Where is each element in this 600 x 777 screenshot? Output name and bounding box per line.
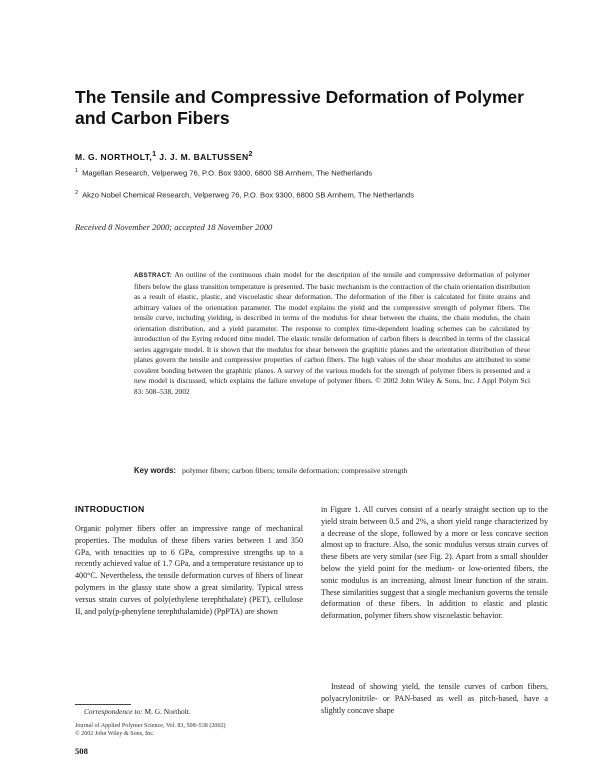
correspondence-footnote bbox=[84, 707, 191, 716]
received-dates: Received 8 November 2000; accepted 18 November 2000 bbox=[75, 222, 273, 232]
author-northolt: M. G. NORTHOLT, bbox=[75, 151, 153, 162]
author-line bbox=[75, 150, 535, 162]
keywords bbox=[134, 466, 534, 475]
abstract-label: ABSTRACT: bbox=[134, 272, 173, 279]
affiliation-2 bbox=[75, 190, 545, 200]
affiliation-2-mark: 2 bbox=[75, 190, 79, 196]
correspondence-label: Correspondence to: bbox=[84, 707, 143, 716]
abstract-text: An outline of the continuous chain model for the description of the tensile and compressive deformation of polymer fibers below the glass transition temperature is presented. The basic mechanism is the contraction of the chain orientation distribution as a result of elastic, plastic, and viscoelastic shear deformation. The deformation of the fiber is calculated for finite strains and arbitrary values of the orientation parameter. The model explains the yield and the compressive strength of polymer fibers. The tensile curve, including yielding, is described in terms of the modulus for shear between the chains, the chain modulus, the chain orientation distribution, and a yield parameter. The response to complex time-dependent loading schemes can be calculated by introduction of the Eyring reduced time model. The elastic tensile deformation of carbon fibers is described in terms of the classical series aggregate model. It is shown that the modulus for shear between the graphitic planes and the orientation distribution of these planes govern the tensile and compressive properties of carbon fibers. The high values of the shear modulus are attributed to some covalent bonding between the graphitic planes. A survey of the various models for the strength of polymer fibers is presented and a new model is discussed, which explains the failure envelope of polymer fibers. bbox=[134, 270, 530, 386]
journal-copyright: © 2002 John Wiley & Sons, Inc. bbox=[75, 731, 155, 737]
affiliation-1-text: Magellan Research, Velperweg 76, P.O. Box 9300, 6800 SB Arnhem, The Netherlands bbox=[82, 168, 373, 178]
affiliation-2-text: Akzo Nobel Chemical Research, Velperweg 76, P.O. Box 9300, 6800 SB Arnhem, The Netherlands bbox=[82, 190, 414, 200]
correspondence-name: M. G. Northolt. bbox=[144, 707, 191, 716]
abstract bbox=[134, 270, 530, 398]
journal-info bbox=[75, 722, 315, 738]
affiliation-1-mark: 1 bbox=[75, 168, 79, 174]
page-number: 508 bbox=[75, 746, 88, 756]
section-heading-introduction: INTRODUCTION bbox=[75, 504, 145, 514]
introduction-left-paragraph: Organic polymer fibers offer an impressive range of mechanical properties. The modulus of these fibers varies between 1 and 350 GPa, with tenacities up to 6 GPa, compressive strengths up to a recently achieved value of 1.7 GPa, and a temperature resistance up to 400°C. Nevertheless, the tensile deformation curves of fibers of linear polymers in the glassy state show a great similarity. Typical stress versus strain curves of poly(ethylene terephthalate) (PET), cellulose II, and poly(p-phenylene terephthalamide) (PpPTA) are shown bbox=[75, 524, 303, 616]
keywords-label: Key words: bbox=[134, 466, 177, 475]
introduction-right-paragraph-2: Instead of showing yield, the tensile curves of carbon fibers, polyacrylonitrile- or PAN-based as well as pitch-based, have a slightly concave shape bbox=[321, 682, 548, 715]
footnote-divider bbox=[75, 704, 131, 705]
author-baltussen: J. J. M. BALTUSSEN bbox=[159, 151, 249, 162]
author-baltussen-affil-mark: 2 bbox=[248, 150, 253, 158]
abstract-citation: © 2002 John Wiley & Sons, Inc. J Appl Polym Sci 83: 508–538, 2002 bbox=[134, 376, 530, 397]
article-title: The Tensile and Compressive Deformation of Polymer and Carbon Fibers bbox=[75, 87, 524, 128]
author-northolt-affil-mark: 1 bbox=[152, 150, 157, 158]
journal-citation: Journal of Applied Polymer Science, Vol. 83, 508–538 (2002) bbox=[75, 723, 226, 729]
keywords-text: polymer fibers; carbon fibers; tensile deformation; compressive strength bbox=[182, 466, 408, 475]
affiliation-1 bbox=[75, 168, 545, 178]
introduction-right-paragraph-1: in Figure 1. All curves consist of a nearly straight section up to the yield strain between 0.5 and 2%, a short yield range characterized by a decrease of the slope, followed by a more or less concave section almost up to fracture. Also, the sonic modulus versus strain curves of these fibers are very similar (see Fig. 2). Apart from a small shoulder below the yield point for the medium- or low-oriented fibers, the sonic modulus is an increasing, almost linear function of the strain. These similarities suggest that a single mechanism governs the tensile deformation of these fibers. In addition to elastic and plastic deformation, polymer fibers show viscoelastic behavior. bbox=[321, 505, 548, 621]
